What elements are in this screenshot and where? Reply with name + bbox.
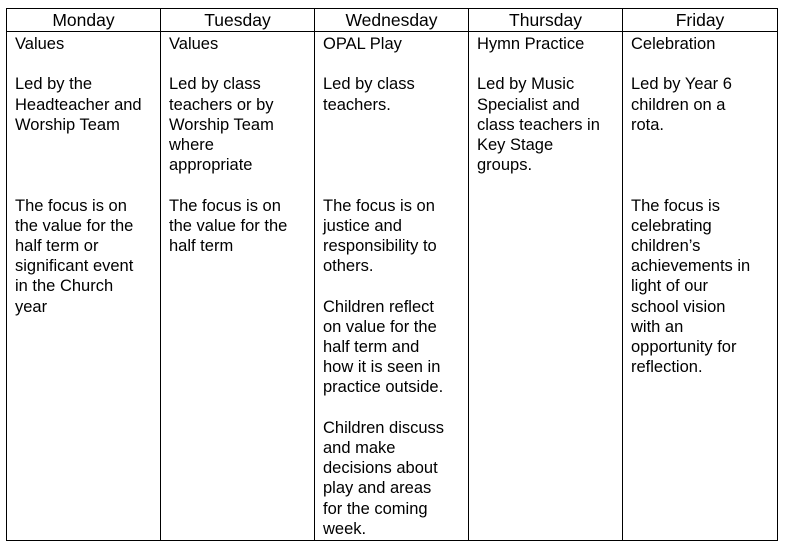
thursday-led-by-line: Specialist and — [477, 95, 580, 114]
monday-focus-line: half term or — [15, 236, 99, 255]
content-row — [7, 32, 778, 541]
cell-monday — [7, 32, 161, 541]
wednesday-discuss-line: for the coming — [323, 499, 428, 518]
tuesday-focus-line: The focus is on — [169, 196, 281, 215]
wednesday-discuss-line: week. — [323, 519, 367, 538]
tuesday-led-by-line: teachers or by — [169, 95, 274, 114]
friday-focus-line: with an — [631, 317, 684, 336]
friday-led-by-line: children on a — [631, 95, 726, 114]
header-row — [7, 9, 778, 32]
wednesday-reflect-line: Children reflect — [323, 297, 434, 316]
tuesday-led-by-line: Worship Team — [169, 115, 274, 134]
thursday-led-by-line: Key Stage — [477, 136, 554, 154]
wednesday-discuss-line: play and areas — [323, 479, 432, 498]
monday-focus-line: significant event — [15, 257, 134, 276]
thursday-title: Hymn Practice — [477, 35, 585, 53]
wednesday-discuss-line: and make — [323, 438, 396, 457]
wednesday-focus-line: others. — [323, 257, 374, 276]
wednesday-discuss-line: Children discuss — [323, 418, 445, 437]
wednesday-led-by-line: teachers. — [323, 95, 391, 114]
monday-led-by-line: Led by the — [15, 75, 93, 94]
tuesday-focus-line: the value for the — [169, 216, 288, 235]
wednesday-focus-line: justice and — [323, 216, 402, 235]
worship-schedule-table — [6, 8, 778, 541]
header-tuesday: Tuesday — [161, 9, 315, 32]
header-monday: Monday — [7, 9, 161, 32]
monday-focus-line: year — [15, 297, 48, 316]
wednesday-reflect-line: on value for the — [323, 317, 437, 336]
wednesday-reflect-line: how it is seen in — [323, 358, 441, 377]
tuesday-led-by-line: appropriate — [169, 156, 253, 175]
monday-focus-line: The focus is on — [15, 196, 127, 215]
tuesday-led-by-line: where — [169, 136, 214, 154]
header-thursday: Thursday — [469, 9, 623, 32]
wednesday-title: OPAL Play — [323, 35, 402, 53]
monday-focus-line: the value for the — [15, 216, 134, 235]
wednesday-led-by-line: Led by class — [323, 75, 415, 94]
friday-led-by-line: Led by Year 6 — [631, 75, 732, 94]
cell-thursday — [469, 32, 623, 541]
friday-focus-line: achievements in — [631, 257, 751, 276]
friday-focus-line: school vision — [631, 297, 726, 316]
friday-focus-line: light of our — [631, 277, 709, 296]
wednesday-focus-line: The focus is on — [323, 196, 435, 215]
tuesday-title: Values — [169, 35, 219, 53]
friday-title: Celebration — [631, 35, 716, 53]
thursday-led-by-line: class teachers in — [477, 115, 600, 134]
monday-led-by-line: Headteacher and — [15, 95, 142, 114]
monday-led-by-line: Worship Team — [15, 115, 120, 134]
wednesday-reflect-line: half term and — [323, 337, 420, 356]
monday-focus-line: in the Church — [15, 277, 114, 296]
cell-friday — [623, 32, 778, 541]
friday-focus-line: children’s — [631, 236, 701, 255]
friday-focus-line: reflection. — [631, 358, 703, 377]
wednesday-focus-line: responsibility to — [323, 236, 437, 255]
header-friday: Friday — [623, 9, 778, 32]
wednesday-discuss-line: decisions about — [323, 459, 438, 478]
friday-focus-line: The focus is — [631, 196, 720, 215]
friday-focus-line: opportunity for — [631, 337, 737, 356]
thursday-led-by-line: groups. — [477, 156, 533, 175]
cell-wednesday — [315, 32, 469, 541]
monday-title: Values — [15, 35, 65, 53]
tuesday-led-by-line: Led by class — [169, 75, 261, 94]
cell-tuesday — [161, 32, 315, 541]
header-wednesday: Wednesday — [315, 9, 469, 32]
tuesday-focus-line: half term — [169, 237, 234, 255]
thursday-led-by-line: Led by Music — [477, 75, 575, 94]
friday-led-by-line: rota. — [631, 115, 665, 134]
wednesday-reflect-line: practice outside. — [323, 378, 444, 397]
friday-focus-line: celebrating — [631, 216, 712, 235]
